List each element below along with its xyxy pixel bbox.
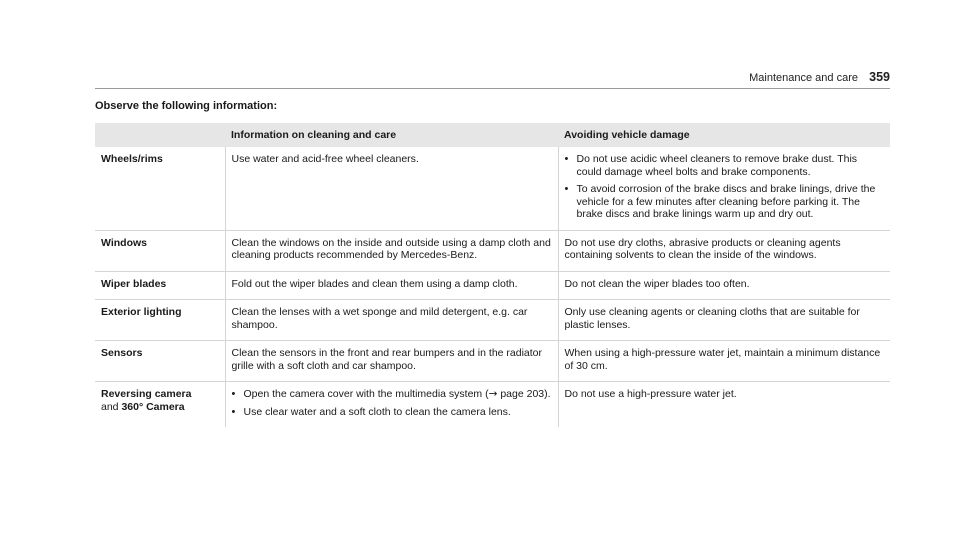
info-cell: Clean the windows on the inside and outside using a damp cloth and cleaning products recommended by Mercedes-Benz. (225, 230, 558, 271)
row-label-prefix: and (101, 400, 122, 413)
damage-cell: Only use cleaning agents or cleaning cloths that are suitable for plastic lenses. (558, 300, 890, 341)
list-item (565, 153, 885, 178)
list-item (232, 388, 552, 401)
section-title: Maintenance and care (749, 72, 858, 84)
damage-cell: Do not use dry cloths, abrasive products or cleaning agents containing solvents to clean the inside of the windows. (558, 230, 890, 271)
header-cell-empty (95, 123, 225, 147)
list-item-text: To avoid corrosion of the brake discs and brake linings, drive the vehicle for a few minutes after cleaning before parking it. The brake discs and brake linings warm up and dry out. (576, 183, 876, 220)
damage-cell: When using a high-pressure water jet, maintain a minimum distance of 30 cm. (558, 341, 890, 382)
row-label-bold2: 360° Camera (121, 400, 185, 413)
row-label (95, 382, 225, 428)
table-row-windows (95, 230, 890, 271)
list-item (565, 183, 885, 221)
damage-list (565, 153, 885, 221)
header-cell-info: Information on cleaning and care (225, 123, 558, 147)
table-row-wheels (95, 147, 890, 230)
bullet-icon: • (231, 405, 236, 418)
table-row-exterior-lighting (95, 300, 890, 341)
info-cell: Fold out the wiper blades and clean them using a damp cloth. (225, 271, 558, 300)
cleaning-info-table (95, 123, 890, 427)
info-list (232, 388, 552, 418)
row-label: Wheels/rims (101, 153, 163, 165)
table-row-wiper-blades (95, 271, 890, 300)
table-row-sensors (95, 341, 890, 382)
list-item-text: Open the camera cover with the multimedia system ( (243, 388, 489, 400)
row-label-line1: Reversing camera (101, 388, 192, 400)
damage-cell: Do not use a high-pressure water jet. (558, 382, 890, 428)
info-cell: Clean the sensors in the front and rear bumpers and in the radiator grille with a soft cloth and car shampoo. (225, 341, 558, 382)
damage-cell (558, 147, 890, 230)
intro-text: Observe the following information: (95, 100, 278, 112)
row-label: Wiper blades (95, 271, 225, 300)
info-cell (225, 382, 558, 428)
damage-cell: Do not clean the wiper blades too often. (558, 271, 890, 300)
row-label: Sensors (95, 341, 225, 382)
info-cell: Use water and acid-free wheel cleaners. (225, 147, 558, 230)
page-reference-link[interactable]: page 203). (497, 388, 551, 400)
info-cell: Clean the lenses with a wet sponge and mild detergent, e.g. car shampoo. (225, 300, 558, 341)
bullet-icon: • (564, 183, 569, 195)
table-header-row (95, 123, 890, 147)
row-label: Exterior lighting (95, 300, 225, 341)
page-number: 359 (869, 70, 890, 84)
list-item (232, 406, 552, 419)
table-row-reversing-camera (95, 382, 890, 428)
list-item-text: Do not use acidic wheel cleaners to remove brake dust. This could damage wheel bolts and brake components. (576, 153, 858, 178)
list-item-text: Use clear water and a soft cloth to clean the camera lens. (243, 405, 511, 418)
arrow-right-icon: → (488, 388, 498, 400)
row-label: Windows (95, 230, 225, 271)
bullet-icon: • (564, 153, 569, 165)
page-header (95, 72, 890, 89)
bullet-icon: • (231, 388, 236, 400)
header-cell-damage: Avoiding vehicle damage (558, 123, 890, 147)
